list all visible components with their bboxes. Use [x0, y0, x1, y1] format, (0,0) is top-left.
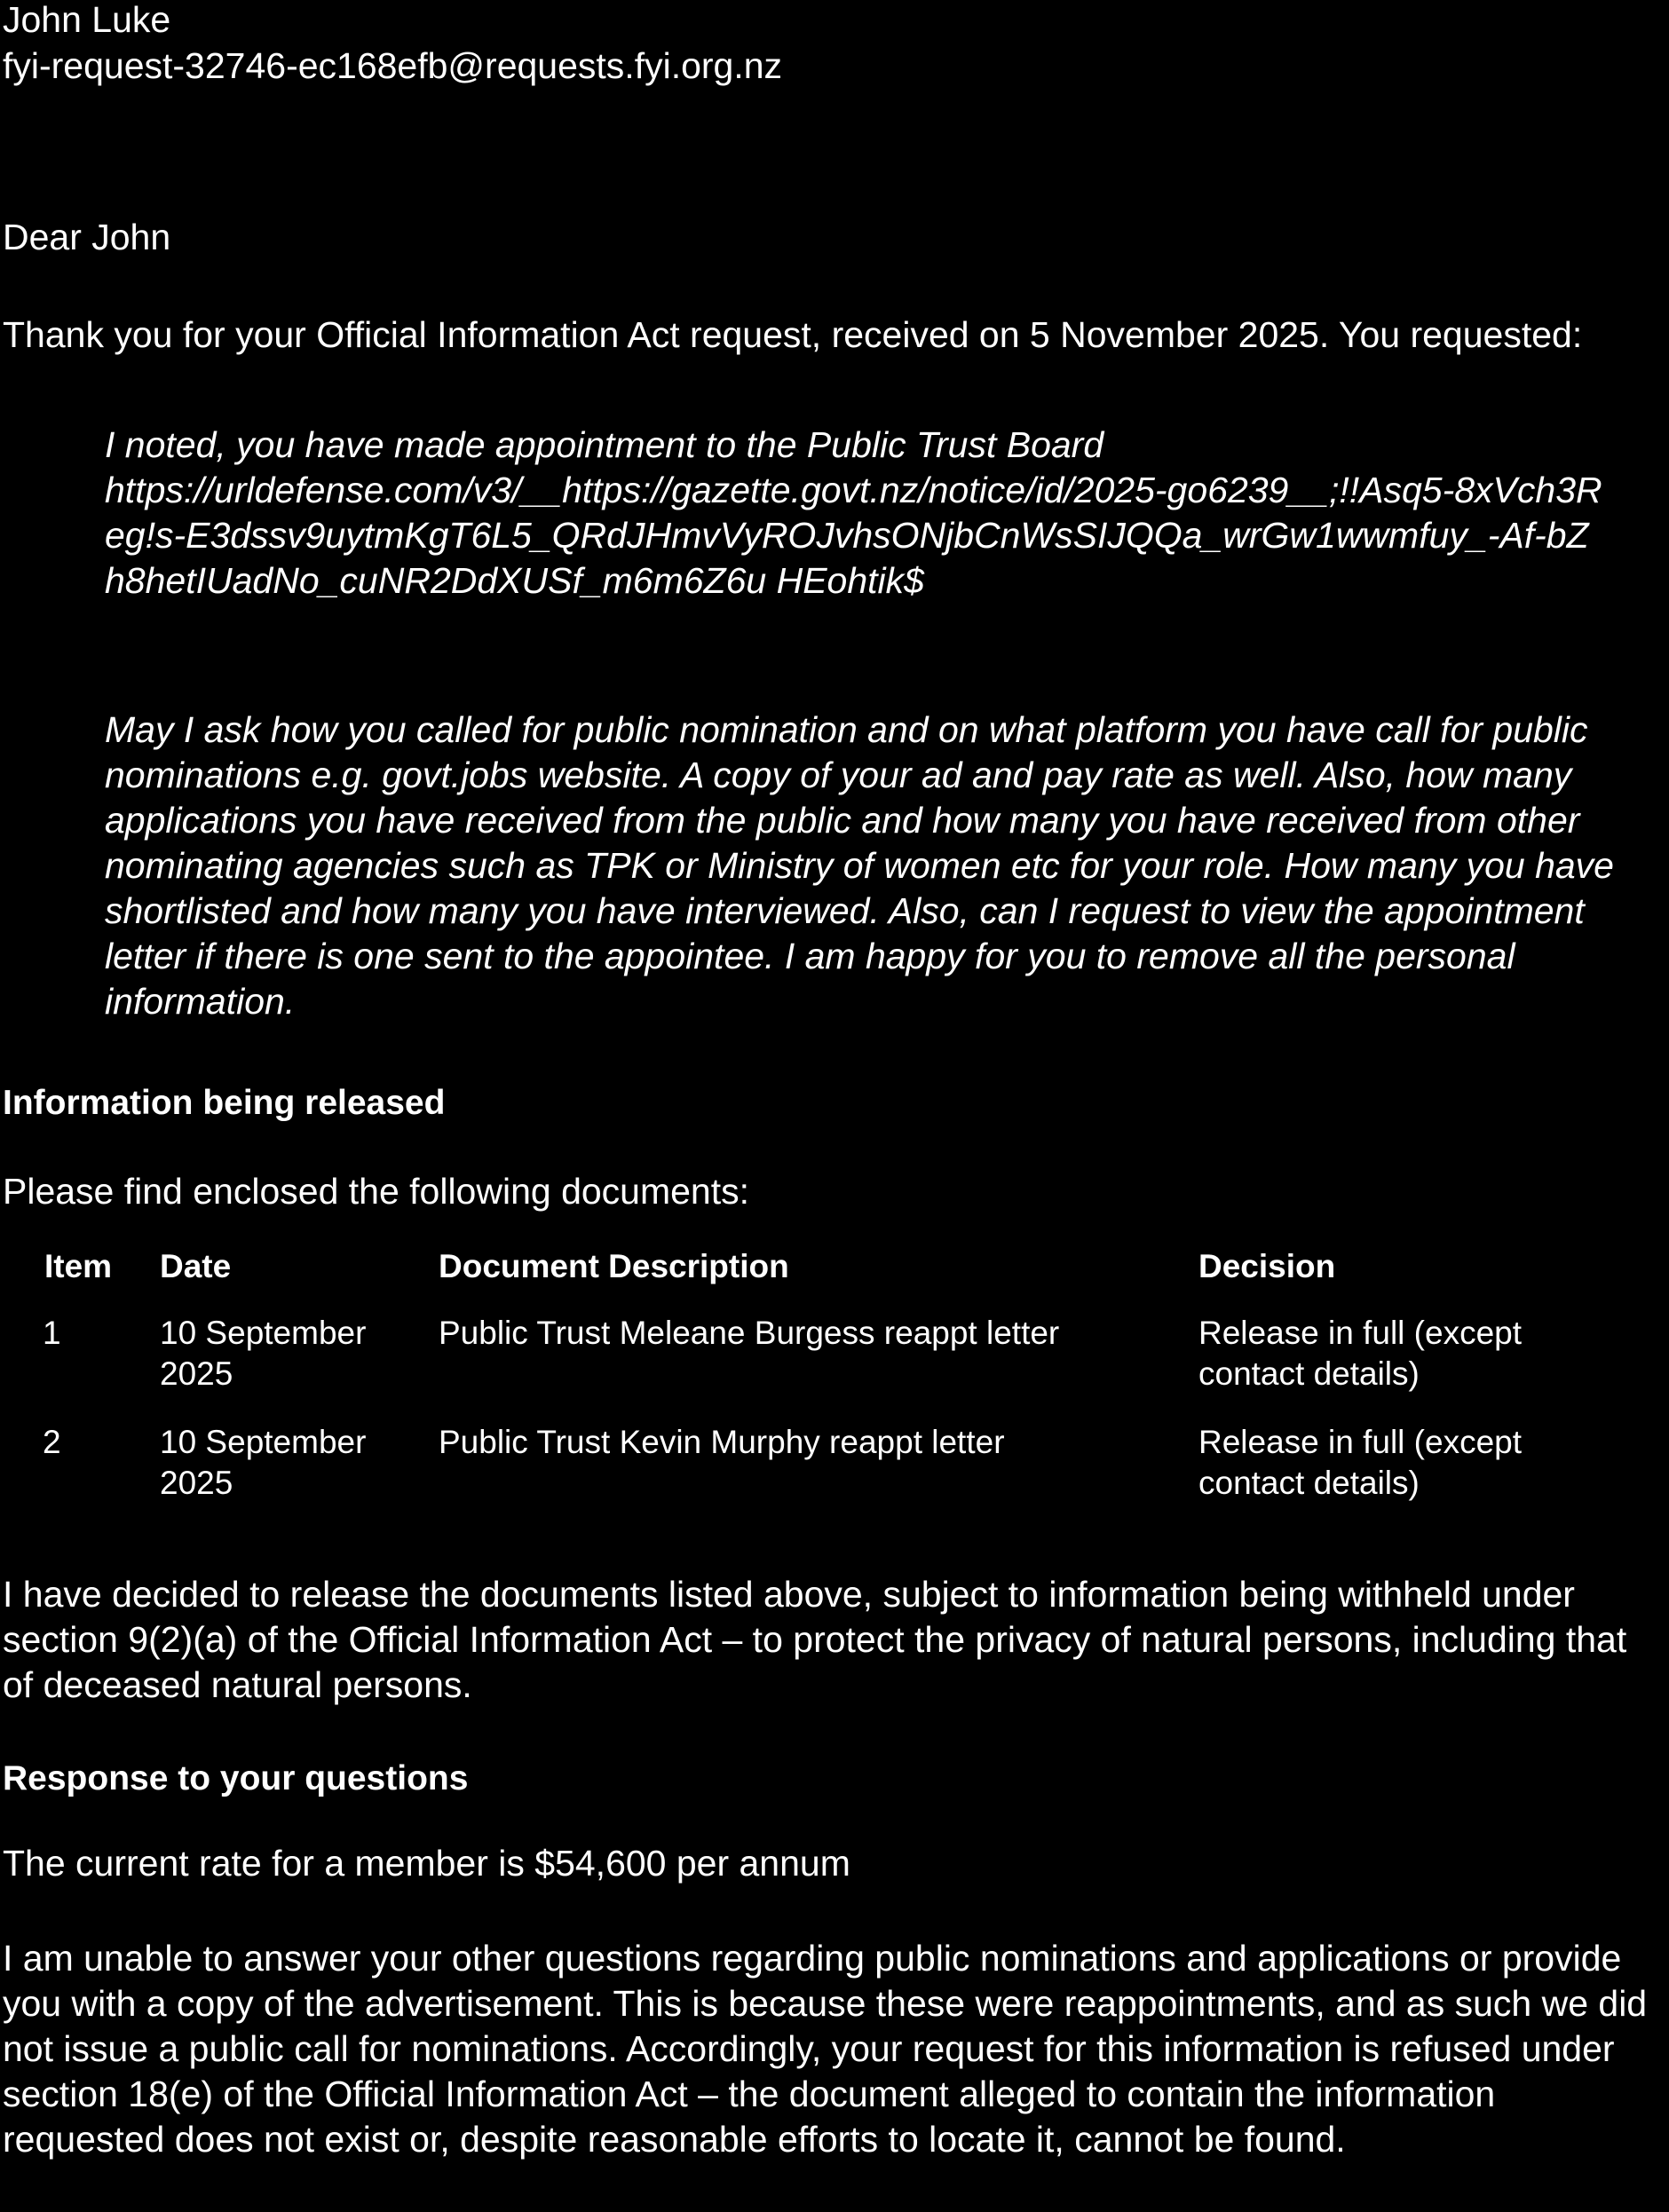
row-2-item: 2	[43, 1424, 61, 1460]
heading-response-questions: Response to your questions	[3, 1759, 469, 1797]
heading-information-released: Information being released	[3, 1084, 446, 1122]
rate-paragraph: The current rate for a member is $54,600 per annum	[3, 1843, 850, 1884]
salutation: Dear John	[3, 217, 171, 257]
row-1-item: 1	[43, 1315, 61, 1351]
row-1-date: 10 September 2025	[160, 1315, 367, 1392]
refusal-paragraph: I am unable to answer your other questions regarding public nominations and applications or provide you with a copy of the advertisement. This is because these were reappointments, and as such we did not issue a public call for nominations. Accordingly, your request for this information is refused under section 18(e) of the Official Information Act – the document alleged to contain the information requested does not exist or, despite reasonable efforts to locate it, cannot be found.	[3, 1938, 1648, 2160]
row-2-description: Public Trust Kevin Murphy reappt letter	[439, 1424, 1005, 1460]
request-quote	[105, 423, 1667, 604]
release-decision-paragraph: I have decided to release the documents listed above, subject to information being withheld under section 9(2)(a) of the Official Information Act – to protect the privacy of natural persons, including that of deceased natural persons.	[3, 1574, 1627, 1705]
row-2-decision: Release in full (except contact details)	[1198, 1424, 1523, 1501]
th-item: Item	[44, 1248, 113, 1284]
th-date: Date	[160, 1248, 232, 1284]
request-quote-url: https://urldefense.com/v3/__https://gazette.govt.nz/notice/id/2025-go6239__;!!Asq5-8xVch3Reg!s-E3dssv9uytmKgT6L5_QRdJHmvVyROJvhsONjbCnWsSIJQQa_wrGw1wwmfuy_-Af-bZh8hetIUadNo_cuNR2DdXUSf_m6m6Z6u HEohtik$	[105, 470, 1602, 601]
request-quote-line: I noted, you have made appointment to the Public Trust Board	[105, 424, 1104, 465]
sender-email: fyi-request-32746-ec168efb@requests.fyi.org.nz	[3, 45, 783, 86]
th-description: Document Description	[439, 1248, 789, 1284]
th-decision: Decision	[1198, 1248, 1336, 1284]
row-1-decision: Release in full (except contact details)	[1198, 1315, 1523, 1392]
row-1-description: Public Trust Meleane Burgess reappt letter	[439, 1315, 1060, 1351]
release-lead: Please find enclosed the following documents:	[3, 1171, 750, 1212]
sender-name: John Luke	[3, 0, 171, 40]
intro-paragraph: Thank you for your Official Information Act request, received on 5 November 2025. You requested:	[3, 314, 1583, 355]
row-2-date: 10 September 2025	[160, 1424, 367, 1501]
request-quote-body: May I ask how you called for public nomination and on what platform you have call for public nominations e.g. govt.jobs website. A copy of your ad and pay rate as well. Also, how many applications you have received from the public and how many you have received from other nominating agencies such as TPK or Ministry of women etc for your role. How many you have shortlisted and how many you have interviewed. Also, can I request to view the appointment letter if there is one sent to the appointee. I am happy for you to remove all the personal information.	[105, 709, 1614, 1022]
